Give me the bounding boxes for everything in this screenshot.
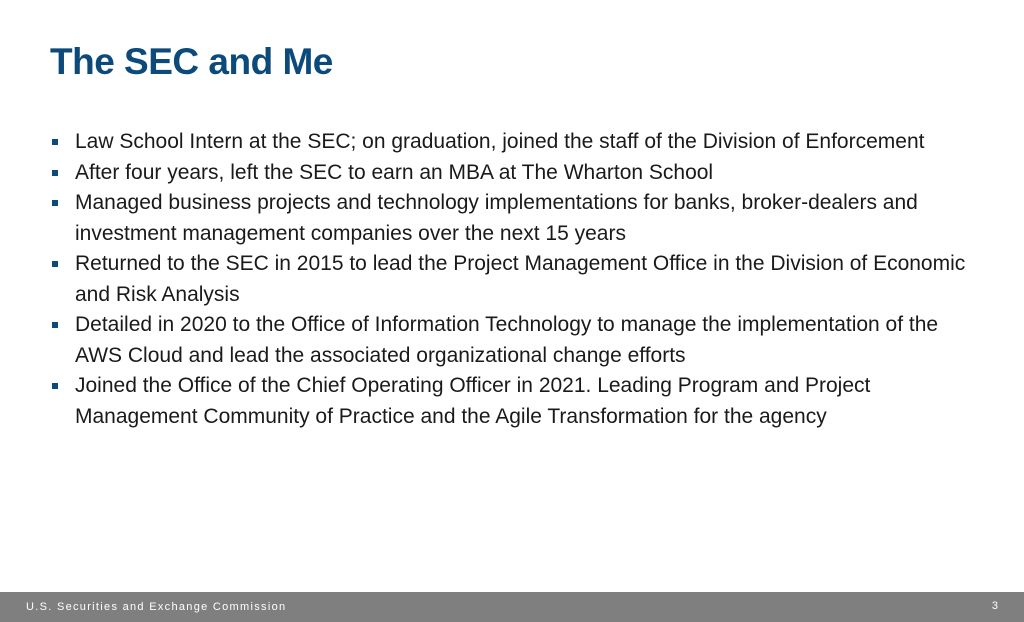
square-bullet-icon [52, 200, 58, 206]
bullet-text: Returned to the SEC in 2015 to lead the Project Management Office in the Division of Economic and Risk Analysis [75, 252, 966, 306]
bullet-item [50, 188, 980, 249]
bullet-text: Joined the Office of the Chief Operating Officer in 2021. Leading Program and Project Management Community of Practice and the Agile Transformation for the agency [75, 374, 871, 428]
square-bullet-icon [52, 261, 58, 267]
square-bullet-icon [52, 170, 58, 176]
square-bullet-icon [52, 383, 58, 389]
square-bullet-icon [52, 322, 58, 328]
bullet-text: After four years, left the SEC to earn an MBA at The Wharton School [75, 160, 714, 184]
bullet-list [50, 127, 980, 432]
bullet-item [50, 158, 980, 189]
bullet-item [50, 127, 980, 158]
bullet-item [50, 371, 980, 432]
bullet-text: Law School Intern at the SEC; on graduation, joined the staff of the Division of Enforcement [75, 130, 925, 153]
bullet-item [50, 249, 980, 310]
page-number: 3 [991, 600, 998, 612]
slide-title: The SEC and Me [50, 41, 333, 82]
square-bullet-icon [52, 139, 58, 145]
bullet-item [50, 310, 980, 371]
bullet-text: Detailed in 2020 to the Office of Information Technology to manage the implementation of the AWS Cloud and lead the associated organizational change efforts [75, 313, 939, 367]
footer-organization: U.S. Securities and Exchange Commission [26, 601, 287, 613]
bullet-text: Managed business projects and technology implementations for banks, broker-dealers and investment management companies over the next 15 years [75, 191, 918, 245]
footer-bar [0, 592, 1024, 622]
